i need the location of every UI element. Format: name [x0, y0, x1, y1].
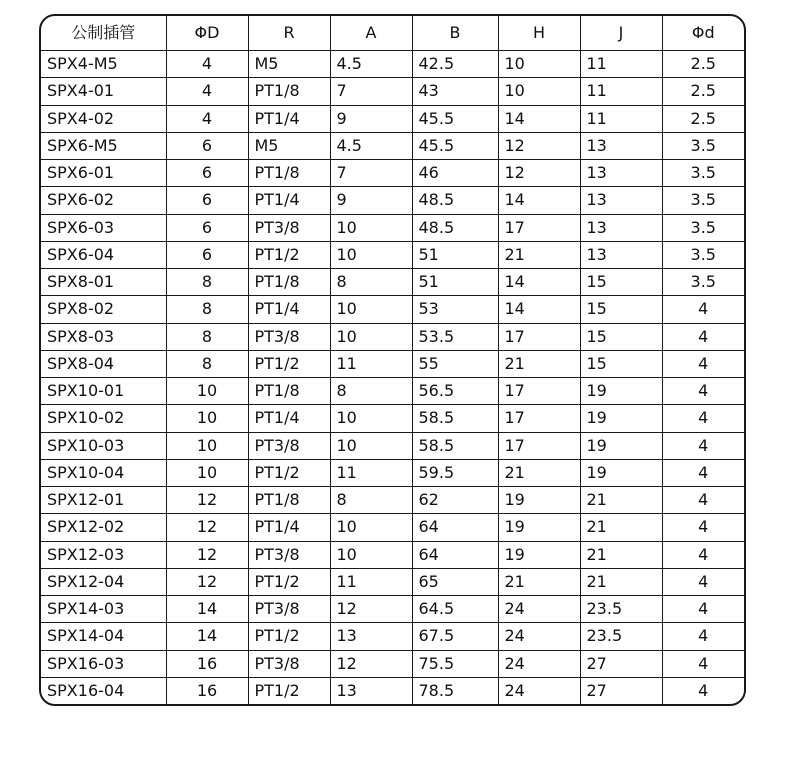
table-cell: 64.5 — [412, 596, 498, 623]
table-cell: SPX8-03 — [41, 323, 166, 350]
table-cell: 4.5 — [330, 132, 412, 159]
table-cell: 21 — [498, 459, 580, 486]
table-cell: SPX6-02 — [41, 187, 166, 214]
table-cell: 45.5 — [412, 132, 498, 159]
table-cell: PT1/4 — [248, 405, 330, 432]
table-cell: 48.5 — [412, 214, 498, 241]
table-cell: PT1/8 — [248, 487, 330, 514]
table-cell: 4 — [662, 541, 744, 568]
table-cell: 9 — [330, 105, 412, 132]
table-row — [41, 323, 744, 350]
table-row — [41, 296, 744, 323]
table-cell: PT1/2 — [248, 568, 330, 595]
table-cell: 3.5 — [662, 160, 744, 187]
table-cell: 3.5 — [662, 241, 744, 268]
table-cell: 12 — [330, 650, 412, 677]
table-cell: 8 — [166, 350, 248, 377]
table-cell: 14 — [498, 187, 580, 214]
table-cell: 19 — [580, 405, 662, 432]
table-cell: 42.5 — [412, 51, 498, 78]
table-cell: 27 — [580, 677, 662, 704]
table-row — [41, 596, 744, 623]
table-cell: 21 — [498, 350, 580, 377]
table-cell: 12 — [498, 160, 580, 187]
table-cell: 4 — [662, 596, 744, 623]
table-row — [41, 568, 744, 595]
table-row — [41, 78, 744, 105]
table-cell: 4 — [662, 350, 744, 377]
table-cell: SPX4-01 — [41, 78, 166, 105]
table-cell: 21 — [580, 514, 662, 541]
table-cell: SPX12-04 — [41, 568, 166, 595]
table-cell: 12 — [166, 541, 248, 568]
table-cell: 62 — [412, 487, 498, 514]
table-cell: 4 — [662, 650, 744, 677]
spec-table-frame — [39, 14, 746, 706]
table-cell: 53.5 — [412, 323, 498, 350]
table-cell: 16 — [166, 650, 248, 677]
table-cell: 24 — [498, 677, 580, 704]
table-cell: 3.5 — [662, 269, 744, 296]
table-cell: 12 — [166, 568, 248, 595]
table-cell: 9 — [330, 187, 412, 214]
table-cell: 11 — [580, 105, 662, 132]
table-cell: 14 — [498, 296, 580, 323]
table-row — [41, 269, 744, 296]
table-row — [41, 541, 744, 568]
table-cell: 8 — [166, 323, 248, 350]
table-cell: 75.5 — [412, 650, 498, 677]
table-cell: 45.5 — [412, 105, 498, 132]
table-cell: 14 — [498, 105, 580, 132]
table-cell: 4 — [662, 568, 744, 595]
table-cell: 11 — [330, 568, 412, 595]
table-row — [41, 350, 744, 377]
table-cell: SPX4-M5 — [41, 51, 166, 78]
table-cell: 13 — [580, 214, 662, 241]
table-cell: 43 — [412, 78, 498, 105]
header-cell-b: B — [412, 16, 498, 51]
table-cell: 11 — [580, 78, 662, 105]
table-cell: PT1/2 — [248, 350, 330, 377]
table-cell: 19 — [498, 514, 580, 541]
table-cell: PT1/2 — [248, 241, 330, 268]
table-row — [41, 378, 744, 405]
table-cell: 46 — [412, 160, 498, 187]
table-cell: 3.5 — [662, 214, 744, 241]
table-cell: 17 — [498, 405, 580, 432]
table-cell: 8 — [330, 487, 412, 514]
table-cell: 4 — [662, 432, 744, 459]
table-cell: 64 — [412, 514, 498, 541]
table-cell: 4 — [662, 487, 744, 514]
table-cell: 7 — [330, 78, 412, 105]
table-cell: PT3/8 — [248, 323, 330, 350]
table-row — [41, 405, 744, 432]
table-cell: 21 — [498, 568, 580, 595]
table-body — [41, 51, 744, 705]
table-cell: 53 — [412, 296, 498, 323]
table-cell: SPX16-03 — [41, 650, 166, 677]
table-cell: SPX10-03 — [41, 432, 166, 459]
table-row — [41, 623, 744, 650]
table-cell: 11 — [330, 459, 412, 486]
table-cell: PT1/2 — [248, 677, 330, 704]
table-cell: SPX16-04 — [41, 677, 166, 704]
table-cell: 4 — [662, 677, 744, 704]
table-row — [41, 187, 744, 214]
header-cell-j: J — [580, 16, 662, 51]
table-cell: SPX12-02 — [41, 514, 166, 541]
table-cell: SPX6-01 — [41, 160, 166, 187]
table-cell: 17 — [498, 214, 580, 241]
table-cell: 21 — [580, 541, 662, 568]
table-cell: SPX14-04 — [41, 623, 166, 650]
table-cell: 14 — [498, 269, 580, 296]
table-cell: 4 — [166, 78, 248, 105]
table-row — [41, 432, 744, 459]
table-cell: 12 — [166, 514, 248, 541]
table-cell: PT3/8 — [248, 541, 330, 568]
table-cell: 17 — [498, 378, 580, 405]
spec-table — [41, 16, 744, 704]
table-cell: 48.5 — [412, 187, 498, 214]
table-cell: 15 — [580, 269, 662, 296]
table-cell: 13 — [330, 677, 412, 704]
table-cell: SPX10-04 — [41, 459, 166, 486]
table-cell: 10 — [330, 405, 412, 432]
table-cell: SPX6-M5 — [41, 132, 166, 159]
table-cell: 10 — [330, 296, 412, 323]
table-row — [41, 650, 744, 677]
table-cell: PT1/8 — [248, 160, 330, 187]
table-cell: 65 — [412, 568, 498, 595]
table-cell: 10 — [166, 459, 248, 486]
table-cell: 14 — [166, 623, 248, 650]
table-cell: 10 — [166, 405, 248, 432]
table-cell: PT1/2 — [248, 623, 330, 650]
table-cell: 4 — [662, 623, 744, 650]
table-cell: 8 — [166, 269, 248, 296]
table-cell: 10 — [166, 378, 248, 405]
table-cell: 13 — [580, 132, 662, 159]
table-cell: 12 — [166, 487, 248, 514]
table-cell: 4 — [662, 459, 744, 486]
table-cell: 58.5 — [412, 405, 498, 432]
table-cell: 6 — [166, 241, 248, 268]
table-cell: 10 — [330, 432, 412, 459]
header-cell-model: 公制插管 — [41, 16, 166, 51]
header-cell-inner-d: Φd — [662, 16, 744, 51]
table-cell: 6 — [166, 187, 248, 214]
table-cell: 17 — [498, 432, 580, 459]
table-cell: 10 — [330, 541, 412, 568]
table-cell: 51 — [412, 269, 498, 296]
table-cell: 12 — [498, 132, 580, 159]
table-cell: 4 — [662, 296, 744, 323]
table-cell: 24 — [498, 596, 580, 623]
table-cell: 78.5 — [412, 677, 498, 704]
table-cell: 8 — [330, 378, 412, 405]
table-cell: 24 — [498, 623, 580, 650]
table-cell: 2.5 — [662, 51, 744, 78]
table-cell: 13 — [580, 187, 662, 214]
table-cell: 4 — [662, 514, 744, 541]
table-row — [41, 241, 744, 268]
table-row — [41, 160, 744, 187]
table-cell: 15 — [580, 296, 662, 323]
table-cell: 4 — [166, 105, 248, 132]
table-cell: PT3/8 — [248, 432, 330, 459]
table-cell: 64 — [412, 541, 498, 568]
table-cell: PT1/4 — [248, 296, 330, 323]
table-row — [41, 514, 744, 541]
table-cell: SPX8-04 — [41, 350, 166, 377]
table-cell: 2.5 — [662, 105, 744, 132]
table-cell: 21 — [580, 568, 662, 595]
table-cell: SPX12-01 — [41, 487, 166, 514]
table-cell: 14 — [166, 596, 248, 623]
table-cell: 59.5 — [412, 459, 498, 486]
table-cell: 3.5 — [662, 132, 744, 159]
table-cell: 10 — [330, 241, 412, 268]
table-cell: 4 — [662, 405, 744, 432]
table-row — [41, 459, 744, 486]
table-cell: 17 — [498, 323, 580, 350]
table-cell: 4.5 — [330, 51, 412, 78]
table-cell: 23.5 — [580, 596, 662, 623]
table-cell: PT1/8 — [248, 78, 330, 105]
table-cell: PT1/4 — [248, 105, 330, 132]
table-cell: 58.5 — [412, 432, 498, 459]
table-cell: 6 — [166, 214, 248, 241]
table-row — [41, 132, 744, 159]
table-cell: 2.5 — [662, 78, 744, 105]
table-cell: 10 — [330, 214, 412, 241]
table-cell: SPX4-02 — [41, 105, 166, 132]
table-cell: 16 — [166, 677, 248, 704]
table-cell: 10 — [498, 51, 580, 78]
table-cell: 19 — [498, 487, 580, 514]
table-cell: 6 — [166, 132, 248, 159]
table-cell: 4 — [662, 323, 744, 350]
table-cell: 27 — [580, 650, 662, 677]
table-cell: 23.5 — [580, 623, 662, 650]
header-cell-r: R — [248, 16, 330, 51]
header-cell-tube-od: ΦD — [166, 16, 248, 51]
table-row — [41, 105, 744, 132]
table-cell: 51 — [412, 241, 498, 268]
table-cell: SPX6-04 — [41, 241, 166, 268]
table-cell: SPX8-01 — [41, 269, 166, 296]
header-cell-a: A — [330, 16, 412, 51]
table-row — [41, 487, 744, 514]
table-cell: SPX10-02 — [41, 405, 166, 432]
table-row — [41, 51, 744, 78]
table-cell: 10 — [498, 78, 580, 105]
table-cell: 10 — [330, 323, 412, 350]
table-cell: 55 — [412, 350, 498, 377]
table-cell: 19 — [580, 459, 662, 486]
table-cell: 24 — [498, 650, 580, 677]
table-cell: 15 — [580, 350, 662, 377]
table-cell: PT1/8 — [248, 269, 330, 296]
table-cell: PT1/2 — [248, 459, 330, 486]
table-cell: 11 — [580, 51, 662, 78]
table-cell: 7 — [330, 160, 412, 187]
table-cell: SPX6-03 — [41, 214, 166, 241]
table-cell: 10 — [330, 514, 412, 541]
table-cell: PT1/4 — [248, 187, 330, 214]
table-cell: SPX12-03 — [41, 541, 166, 568]
table-cell: SPX10-01 — [41, 378, 166, 405]
table-cell: 13 — [580, 241, 662, 268]
table-header-row — [41, 16, 744, 51]
table-cell: 21 — [580, 487, 662, 514]
table-cell: 13 — [330, 623, 412, 650]
table-cell: PT3/8 — [248, 596, 330, 623]
table-cell: 6 — [166, 160, 248, 187]
table-cell: PT3/8 — [248, 214, 330, 241]
table-cell: PT3/8 — [248, 650, 330, 677]
table-cell: SPX14-03 — [41, 596, 166, 623]
table-cell: 8 — [166, 296, 248, 323]
table-cell: 19 — [580, 378, 662, 405]
table-cell: M5 — [248, 132, 330, 159]
table-cell: 56.5 — [412, 378, 498, 405]
table-cell: PT1/4 — [248, 514, 330, 541]
table-cell: 4 — [662, 378, 744, 405]
table-cell: 10 — [166, 432, 248, 459]
table-cell: PT1/8 — [248, 378, 330, 405]
table-cell: 3.5 — [662, 187, 744, 214]
table-cell: 19 — [580, 432, 662, 459]
table-cell: M5 — [248, 51, 330, 78]
table-cell: 19 — [498, 541, 580, 568]
table-cell: SPX8-02 — [41, 296, 166, 323]
table-cell: 15 — [580, 323, 662, 350]
table-cell: 8 — [330, 269, 412, 296]
table-cell: 13 — [580, 160, 662, 187]
table-cell: 21 — [498, 241, 580, 268]
header-cell-h: H — [498, 16, 580, 51]
table-row — [41, 214, 744, 241]
table-cell: 12 — [330, 596, 412, 623]
table-cell: 67.5 — [412, 623, 498, 650]
table-cell: 4 — [166, 51, 248, 78]
table-row — [41, 677, 744, 704]
table-cell: 11 — [330, 350, 412, 377]
